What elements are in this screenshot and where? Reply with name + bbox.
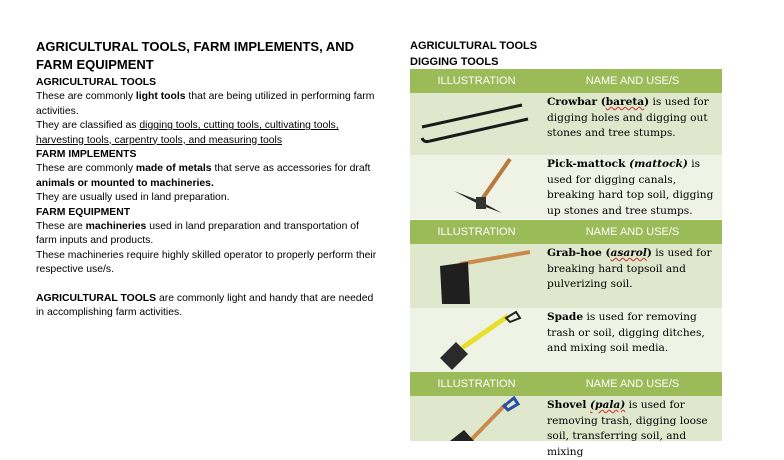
equipment-paragraph-1 <box>36 220 381 249</box>
tool-description <box>543 396 722 458</box>
name-use-column-header: NAME AND USE/S <box>585 226 680 238</box>
spade-illustration <box>410 308 543 372</box>
tool-name: Grab-hoe ( <box>547 247 611 259</box>
tool-local-name: (mattock) <box>629 158 688 170</box>
shovel-illustration <box>410 396 543 441</box>
table-header <box>410 69 722 93</box>
table-row <box>410 93 722 155</box>
text-span: used in land preparation and transportation of farm inputs and products. <box>36 221 359 247</box>
tool-description <box>543 93 722 155</box>
digging-tools-heading: DIGGING TOOLS <box>410 56 499 68</box>
illustration-column-header: ILLUSTRATION <box>437 226 516 238</box>
tool-local-name: bareta <box>605 96 645 108</box>
right-heading <box>410 38 537 70</box>
digging-tools-table-1 <box>410 69 722 219</box>
tool-name: Pick-mattock <box>547 158 630 170</box>
tool-local-name: (pala) <box>590 399 626 411</box>
pick-mattock-icon <box>410 155 543 219</box>
tool-name: Crowbar ( <box>547 96 606 108</box>
grab-hoe-icon <box>410 244 543 308</box>
table-row <box>410 308 722 372</box>
text-span-underlined: digging tools, cutting tools, cultivating tools, harvesting tools, carpentry tools, and measuring tools <box>36 120 339 146</box>
digging-tools-table-3 <box>410 372 722 458</box>
tool-name-end: ) <box>646 247 652 259</box>
text-span: These are <box>36 221 86 233</box>
summary-paragraph <box>36 292 381 321</box>
text-span: are commonly light and handy that are needed in accomplishing farm activities. <box>36 292 374 319</box>
implements-paragraph-2: They are usually used in land preparation. <box>36 192 230 204</box>
text-span: They are classified as <box>36 120 140 132</box>
tools-paragraph-1 <box>36 90 381 119</box>
name-use-column-header: NAME AND USE/S <box>585 378 680 390</box>
table-header <box>410 220 722 244</box>
shovel-icon <box>410 396 543 441</box>
equipment-heading: FARM EQUIPMENT <box>36 206 131 218</box>
tool-description <box>543 155 722 219</box>
tool-description <box>543 244 722 308</box>
tools-heading: AGRICULTURAL TOOLS <box>36 77 157 88</box>
illustration-column-header: ILLUSTRATION <box>437 378 516 390</box>
text-span-bold: made of metals <box>135 163 212 175</box>
equipment-paragraph-2: These machineries require highly skilled operator to properly perform their respective use/s. <box>36 249 377 276</box>
tool-use: is used for removing trash, digging loose soil, transferring soil, and mixing <box>547 399 708 458</box>
tool-local-name: asarol <box>610 247 647 259</box>
digging-tools-table-2 <box>410 220 722 372</box>
tool-use: is used for removing trash or soil, digging ditches, and mixing soil media. <box>547 311 705 355</box>
tool-name-end: ) <box>644 96 650 108</box>
tool-use: is used for breaking hard topsoil and pulverizing soil. <box>547 247 712 291</box>
illustration-column-header: ILLUSTRATION <box>437 75 516 87</box>
tool-description <box>543 308 722 372</box>
table-row <box>410 244 722 308</box>
tool-name: Shovel <box>547 399 591 411</box>
spacer <box>36 278 381 292</box>
spade-icon <box>410 308 543 372</box>
crowbar-icon <box>410 93 543 155</box>
table-row <box>410 155 722 219</box>
text-span: These are commonly <box>36 163 136 175</box>
table-header <box>410 372 722 396</box>
text-span-bold: light tools <box>135 91 186 103</box>
implements-paragraph-1 <box>36 162 381 191</box>
crowbar-illustration <box>410 93 543 155</box>
text-span: These are commonly <box>36 91 136 103</box>
tools-paragraph-2 <box>36 119 381 148</box>
tool-name: Spade <box>547 311 584 323</box>
main-title: AGRICULTURAL TOOLS, FARM IMPLEMENTS, AND FARM EQUIPMENT <box>36 39 355 72</box>
left-text-column <box>36 38 381 321</box>
text-span: that serve as accessories for draft <box>211 163 371 175</box>
name-use-column-header: NAME AND USE/S <box>585 75 680 87</box>
table-row <box>410 396 722 458</box>
tool-use: is used for digging canals, breaking hard top soil, digging up stones and tree stumps. <box>547 158 714 217</box>
text-span: that are being utilized in performing farm activities. <box>36 91 375 117</box>
pick-mattock-illustration <box>410 155 543 219</box>
tool-use: is used for digging holes and digging out stones and tree stumps. <box>547 96 709 140</box>
grab-hoe-illustration <box>410 244 543 308</box>
implements-heading: FARM IMPLEMENTS <box>36 149 137 161</box>
text-span-bold: machineries <box>85 221 147 233</box>
text-span-bold: AGRICULTURAL TOOLS <box>36 292 157 304</box>
text-span-bold: animals or mounted to machineries. <box>36 177 214 189</box>
agri-tools-heading: AGRICULTURAL TOOLS <box>410 40 538 52</box>
